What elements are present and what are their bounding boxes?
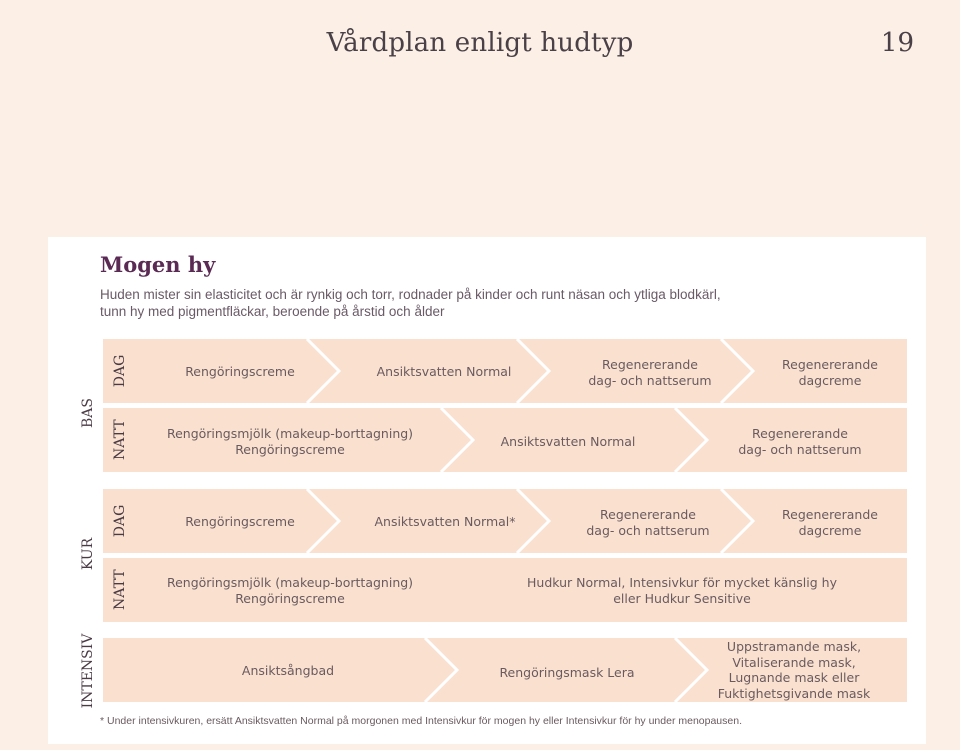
- step-text: Rengöringscreme: [235, 442, 345, 457]
- step-text: dag- och nattserum: [588, 373, 712, 388]
- step-kur-natt-2: [512, 575, 852, 607]
- step-text: Hudkur Normal, Intensivkur för mycket känslig hy: [527, 575, 837, 590]
- step-bas-dag-3: [560, 357, 740, 389]
- step-text: dagcreme: [798, 373, 862, 388]
- step-text: dagcreme: [798, 523, 862, 538]
- step-text: Regenererande: [752, 426, 848, 441]
- step-text: dag- och nattserum: [586, 523, 710, 538]
- step-intensiv-3: [714, 639, 874, 701]
- step-text: Uppstramande mask,: [726, 639, 862, 654]
- group-label-kur: KUR: [80, 537, 96, 571]
- step-intensiv-2: [482, 665, 652, 681]
- step-text: Rengöringscreme: [185, 364, 295, 379]
- step-text: Ansiktsvatten Normal: [500, 434, 636, 449]
- step-text: Regenererande: [600, 507, 696, 522]
- step-text: Rengöringsmjölk (makeup-borttagning): [166, 426, 414, 441]
- step-text: Regenererande: [602, 357, 698, 372]
- group-label-intensiv: INTENSIV: [80, 633, 96, 709]
- step-text: Regenererande: [782, 357, 878, 372]
- step-bas-dag-2: [354, 364, 534, 380]
- step-text: Regenererande: [782, 507, 878, 522]
- step-kur-dag-3: [558, 507, 738, 539]
- step-text: eller Hudkur Sensitive: [613, 591, 751, 606]
- step-bas-natt-1: [155, 426, 425, 458]
- step-kur-dag-2: [350, 514, 540, 530]
- step-text: Lugnande mask eller: [728, 670, 860, 685]
- step-text: Rengöringsmjölk (makeup-borttagning): [166, 575, 414, 590]
- row-label-bas-dag: DAG: [112, 354, 128, 388]
- step-kur-natt-1: [155, 575, 425, 607]
- step-text: Ansiktsångbad: [241, 663, 335, 678]
- step-text: Vitaliserande mask,: [732, 654, 856, 670]
- row-label-kur-dag: DAG: [112, 504, 128, 538]
- group-label-bas: BAS: [80, 398, 96, 428]
- footnote: * Under intensivkuren, ersätt Ansiktsvatten Normal på morgonen med Intensivkur för mogen hy eller Intensivkur för hy under menopausen.: [100, 715, 742, 727]
- page-title: Vårdplan enligt hudtyp: [326, 28, 634, 58]
- step-kur-dag-1: [160, 514, 320, 530]
- row-label-kur-natt: NATT: [112, 569, 128, 610]
- section-description: [100, 286, 760, 320]
- step-text: dag- och nattserum: [738, 442, 862, 457]
- step-bas-natt-2: [478, 434, 658, 450]
- section-title: Mogen hy: [100, 252, 216, 277]
- step-bas-natt-3: [710, 426, 890, 458]
- step-text: Rengöringscreme: [235, 591, 345, 606]
- step-kur-dag-4: [760, 507, 900, 539]
- step-text: Rengöringscreme: [185, 514, 295, 529]
- step-text: Ansiktsvatten Normal: [376, 364, 512, 379]
- row-label-bas-natt: NATT: [112, 419, 128, 460]
- step-text: Rengöringsmask Lera: [499, 665, 635, 680]
- description-line: Huden mister sin elasticitet och är rynkig och torr, rodnader på kinder och runt näsan och ytliga blodkärl,: [100, 287, 721, 302]
- step-intensiv-1: [208, 663, 368, 679]
- page-number: 19: [880, 28, 914, 58]
- step-bas-dag-1: [160, 364, 320, 380]
- step-bas-dag-4: [760, 357, 900, 389]
- step-text: Ansiktsvatten Normal*: [374, 514, 516, 529]
- step-text: Fuktighetsgivande mask: [717, 685, 871, 701]
- description-line: tunn hy med pigmentfläckar, beroende på årstid och ålder: [100, 304, 445, 319]
